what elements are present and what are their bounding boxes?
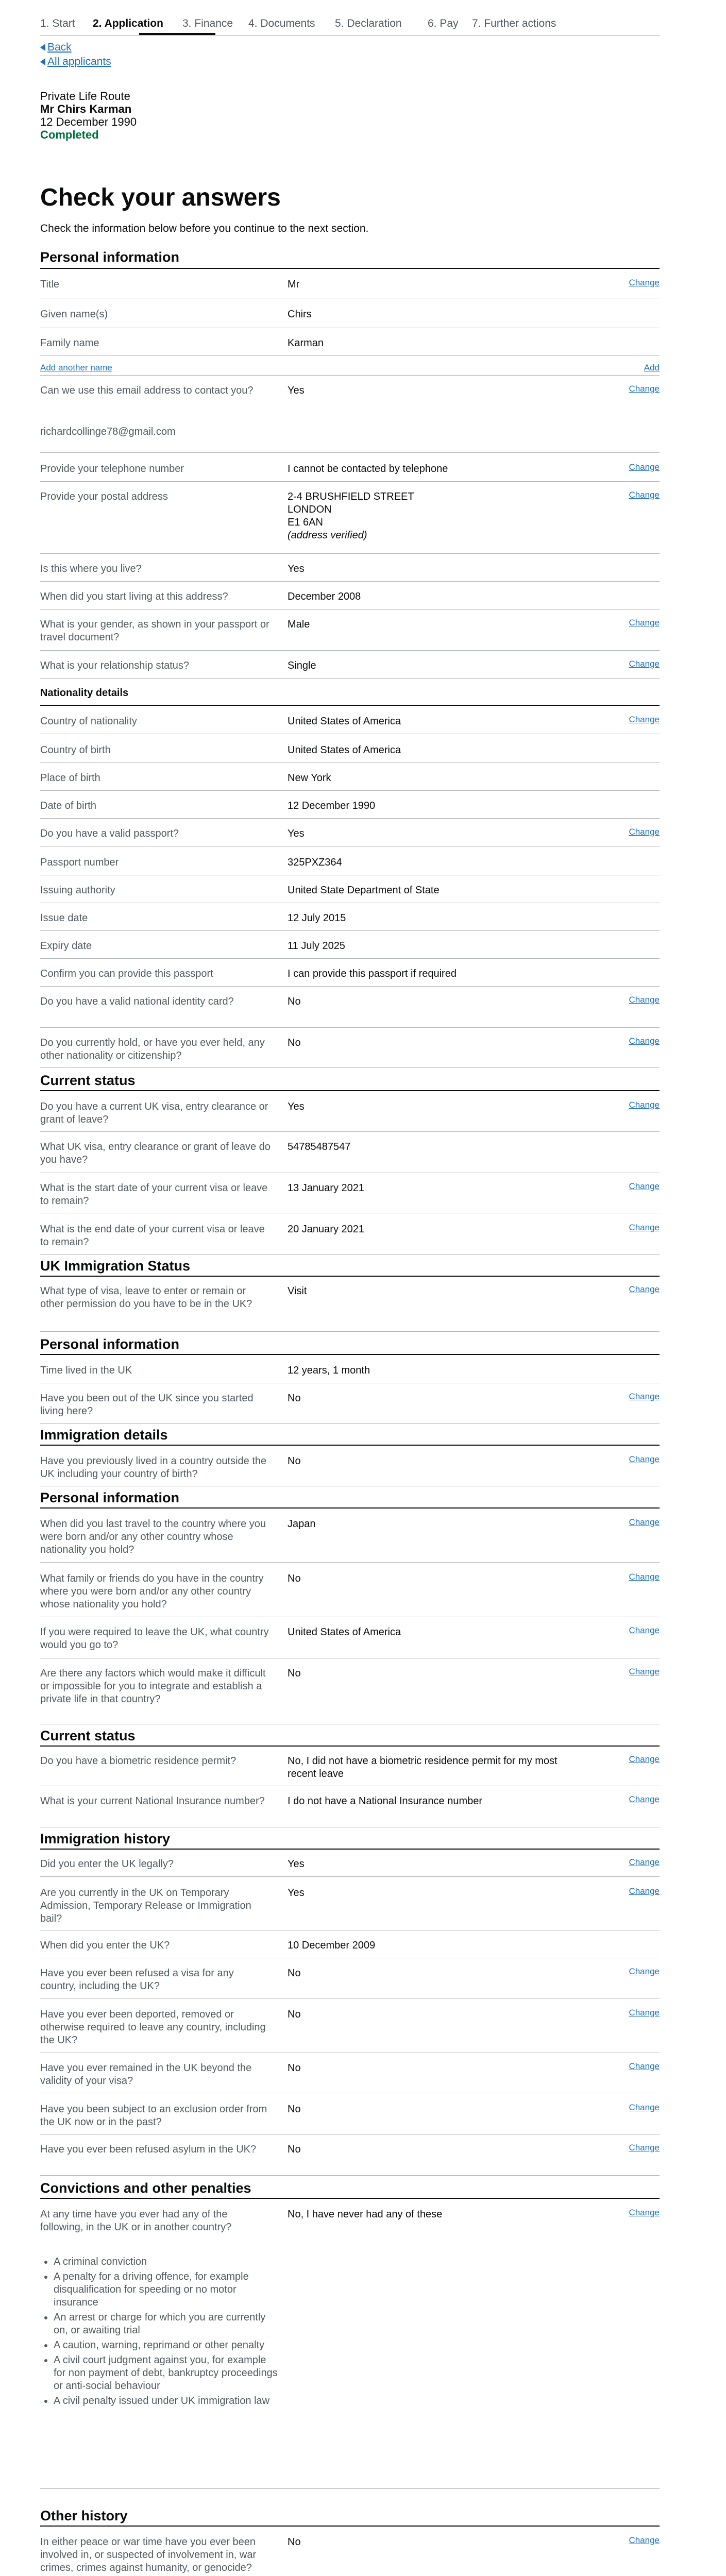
row-value: United States of America xyxy=(288,716,401,727)
divider xyxy=(40,1849,660,1850)
row-value: 12 years, 1 month xyxy=(288,1365,370,1376)
divider xyxy=(40,355,660,356)
row-key: Have you ever been refused asylum in the UK? xyxy=(40,2144,257,2155)
row-key: Family name xyxy=(40,337,99,349)
back-link[interactable]: Back xyxy=(40,41,72,54)
row-key: Do you currently hold, or have you ever held, any other nationality or citizenship? xyxy=(40,1037,265,1061)
row-value: I can provide this passport if required xyxy=(288,968,457,979)
row-key: Country of nationality xyxy=(40,716,137,727)
divider xyxy=(40,375,660,376)
row-value: Yes xyxy=(288,385,305,396)
row-key: Are you currently in the UK on Temporary Admission, Temporary Release or Immigration bail? xyxy=(40,1887,251,1924)
row-key: Have you ever remained in the UK beyond the validity of your visa? xyxy=(40,2062,252,2087)
change-link[interactable]: Change xyxy=(629,1794,660,1804)
change-link[interactable]: Change xyxy=(629,618,660,628)
add-link[interactable]: Add xyxy=(644,363,660,372)
row-value: 325PXZ364 xyxy=(288,857,342,868)
row-key: Place of birth xyxy=(40,772,100,784)
divider xyxy=(40,790,660,791)
divider xyxy=(40,581,660,582)
address-line: E1 6AN xyxy=(288,517,323,528)
row-value: United States of America xyxy=(288,1626,401,1638)
row-key: What UK visa, entry clearance or grant of leave do you have? xyxy=(40,1141,271,1165)
section-heading: UK Immigration Status xyxy=(40,1258,191,1274)
change-link[interactable]: Change xyxy=(629,1857,660,1867)
list-item: • A criminal conviction xyxy=(54,2256,280,2268)
section-heading: Personal information xyxy=(40,249,180,265)
row-value: 13 January 2021 xyxy=(288,1182,365,1194)
row-key: Do you have a valid passport? xyxy=(40,828,179,839)
row-value: No xyxy=(288,2009,301,2020)
row-key: At any time have you ever had any of the following, in the UK or in another country? xyxy=(40,2209,232,2233)
row-value: No xyxy=(288,2104,301,2115)
row-value: No xyxy=(288,1968,301,1979)
nav-step-start[interactable]: 1. Start xyxy=(40,18,75,29)
row-value: I cannot be contacted by telephone xyxy=(288,463,448,474)
applicant-name: Mr Chirs Karman xyxy=(40,103,132,115)
row-key: What is the start date of your current visa or leave to remain? xyxy=(40,1182,268,1207)
row-value: No, I have never had any of these xyxy=(288,2209,443,2220)
row-key: When did you start living at this address? xyxy=(40,591,228,602)
section-heading: Personal information xyxy=(40,1490,180,1505)
row-key: Title xyxy=(40,279,60,290)
row-value: Single xyxy=(288,660,316,671)
route-name: Private Life Route xyxy=(40,90,130,103)
email-address: richardcollinge78@gmail.com xyxy=(40,426,176,437)
address-line: 2-4 BRUSHFIELD STREET xyxy=(288,491,414,502)
subsection-heading: Nationality details xyxy=(40,687,129,699)
applicant-dob: 12 December 1990 xyxy=(40,115,137,128)
row-key: Can we use this email address to contact you? xyxy=(40,385,254,396)
section-heading: Immigration details xyxy=(40,1427,168,1443)
row-key: When did you enter the UK? xyxy=(40,1940,170,1951)
divider xyxy=(40,986,660,987)
nav-step-further-actions[interactable]: 7. Further actions xyxy=(472,18,556,29)
change-link[interactable]: Change xyxy=(629,384,660,394)
row-value: 11 July 2025 xyxy=(288,940,345,952)
divider xyxy=(40,553,660,554)
list-item: • A civil penalty issued under UK immigration law xyxy=(54,2395,280,2408)
divider xyxy=(40,678,660,679)
row-key: If you were required to leave the UK, what country would you go to? xyxy=(40,1626,269,1651)
change-link[interactable]: Change xyxy=(629,2061,660,2071)
divider xyxy=(40,481,660,482)
nav-divider xyxy=(40,35,660,36)
row-value: 12 December 1990 xyxy=(288,800,376,811)
row-value: 54785487547 xyxy=(288,1141,351,1153)
row-value: No xyxy=(288,996,301,1007)
row-key: What is your current National Insurance number? xyxy=(40,1795,265,1807)
divider xyxy=(40,2175,660,2176)
row-key: In either peace or war time have you ever been involved in, or suspected of involvement in, war crimes, crimes against humanity, or genocide? xyxy=(40,2536,257,2573)
change-link[interactable]: Change xyxy=(629,1667,660,1676)
change-link[interactable]: Change xyxy=(629,659,660,669)
change-link[interactable]: Change xyxy=(629,1454,660,1464)
row-value: United States of America xyxy=(288,744,401,756)
row-value: No xyxy=(288,2062,301,2074)
row-value: No xyxy=(288,1037,301,1048)
row-key: Do you have a valid national identity card? xyxy=(40,996,234,1007)
row-value: 10 December 2009 xyxy=(288,1940,376,1951)
divider xyxy=(40,762,660,763)
row-key: Are there any factors which would make it difficult or impossible for you to integrate and establish a private life in that country? xyxy=(40,1668,266,1705)
row-key: Confirm you can provide this passport xyxy=(40,968,213,979)
change-link[interactable]: Change xyxy=(629,2143,660,2153)
back-arrow-icon xyxy=(40,44,45,51)
row-key: Date of birth xyxy=(40,800,96,811)
row-value: No xyxy=(288,1455,301,1467)
divider xyxy=(40,1354,660,1355)
divider xyxy=(40,930,660,931)
row-value: Chirs xyxy=(288,309,312,320)
row-value: Yes xyxy=(288,563,305,574)
nav-step-pay[interactable]: 6. Pay xyxy=(428,18,459,29)
row-value: New York xyxy=(288,772,331,784)
change-link[interactable]: Change xyxy=(629,1392,660,1401)
change-link[interactable]: Change xyxy=(629,278,660,287)
convictions-list xyxy=(40,2256,280,2410)
row-key: Have you ever been refused a visa for any country, including the UK? xyxy=(40,1968,234,1992)
row-key: Have you been subject to an exclusion order from the UK now or in the past? xyxy=(40,2104,267,2128)
row-key: Provide your postal address xyxy=(40,491,168,502)
row-key: Issue date xyxy=(40,912,88,924)
change-link[interactable]: Change xyxy=(629,490,660,500)
divider xyxy=(40,1331,660,1332)
divider xyxy=(40,1067,660,1068)
add-another-name-link[interactable]: Add another name xyxy=(40,363,112,372)
row-value: Mr xyxy=(288,279,300,290)
divider xyxy=(40,2488,660,2489)
change-link[interactable]: Change xyxy=(629,715,660,724)
row-key: When did you last travel to the country where you were born and/or any other country whose nationality you hold? xyxy=(40,1518,266,1555)
row-key: Have you ever been deported, removed or otherwise required to leave any country, including the UK? xyxy=(40,2009,266,2046)
row-value xyxy=(288,490,586,542)
all-applicants-link[interactable]: All applicants xyxy=(40,56,111,68)
row-value: Male xyxy=(288,619,310,630)
back-arrow-icon xyxy=(40,58,45,65)
row-key: Time lived in the UK xyxy=(40,1365,132,1376)
change-link[interactable]: Change xyxy=(629,462,660,472)
divider xyxy=(40,1507,660,1509)
divider xyxy=(40,1131,660,1132)
change-link[interactable]: Change xyxy=(629,1284,660,1294)
row-key: Is this where you live? xyxy=(40,563,142,574)
list-item: • A caution, warning, reprimand or other penalty xyxy=(54,2339,280,2352)
change-link[interactable]: Change xyxy=(629,2208,660,2217)
nav-step-finance[interactable]: 3. Finance xyxy=(182,18,233,29)
nav-step-declaration[interactable]: 5. Declaration xyxy=(335,18,402,29)
address-verified: (address verified) xyxy=(288,530,367,541)
change-link[interactable]: Change xyxy=(629,995,660,1005)
row-key: Have you been out of the UK since you started living here? xyxy=(40,1393,254,1417)
divider xyxy=(40,1090,660,1091)
row-value: Japan xyxy=(288,1518,316,1530)
row-value: Yes xyxy=(288,1101,305,1112)
row-value: Yes xyxy=(288,828,305,839)
row-key: What is your gender, as shown in your passport or travel document? xyxy=(40,619,269,643)
change-link[interactable]: Change xyxy=(629,1754,660,1764)
row-value: No, I did not have a biometric residence permit for my most recent leave xyxy=(288,1755,558,1780)
row-value: December 2008 xyxy=(288,591,361,602)
row-key: What is your relationship status? xyxy=(40,660,190,671)
row-value: No xyxy=(288,2144,301,2155)
page-title: Check your answers xyxy=(40,184,281,211)
row-value: 20 January 2021 xyxy=(288,1224,365,1235)
change-link[interactable]: Change xyxy=(629,1100,660,1110)
row-value: Karman xyxy=(288,337,324,349)
change-link[interactable]: Change xyxy=(629,1181,660,1191)
nav-step-documents[interactable]: 4. Documents xyxy=(248,18,315,29)
row-key: Issuing authority xyxy=(40,885,115,896)
divider xyxy=(40,2526,660,2527)
section-heading: Current status xyxy=(40,1728,136,1743)
divider xyxy=(40,2198,660,2199)
change-link[interactable]: Change xyxy=(629,2008,660,2018)
progress-nav xyxy=(40,13,659,34)
divider xyxy=(40,650,660,651)
divider xyxy=(40,818,660,819)
divider xyxy=(40,1276,660,1277)
section-heading: Current status xyxy=(40,1073,136,1088)
divider xyxy=(40,1562,660,1563)
row-value: 12 July 2015 xyxy=(288,912,346,924)
section-heading: Convictions and other penalties xyxy=(40,2180,251,2196)
nav-step-application[interactable]: 2. Application xyxy=(93,18,163,29)
row-value: Visit xyxy=(288,1285,307,1297)
change-link[interactable]: Change xyxy=(629,827,660,837)
row-value: No xyxy=(288,1573,301,1584)
row-value: Yes xyxy=(288,1887,305,1899)
list-item: • A civil court judgment against you, for example for non payment of debt, bankruptcy proceedings or anti-social behaviour xyxy=(54,2354,280,2393)
change-link[interactable]: Change xyxy=(629,2535,660,2545)
list-item: • An arrest or charge for which you are currently on, or awaiting trial xyxy=(54,2311,280,2337)
row-value: I do not have a National Insurance number xyxy=(288,1795,483,1807)
section-heading: Other history xyxy=(40,2508,128,2523)
section-heading: Immigration history xyxy=(40,1831,171,1846)
row-key: Given name(s) xyxy=(40,309,108,320)
divider xyxy=(40,452,660,453)
change-link[interactable]: Change xyxy=(629,1223,660,1232)
row-value: No xyxy=(288,1393,301,1404)
row-key: Passport number xyxy=(40,857,119,868)
row-key: Have you previously lived in a country outside the UK including your country of birth? xyxy=(40,1455,267,1480)
row-key: Provide your telephone number xyxy=(40,463,184,474)
divider xyxy=(40,705,660,706)
row-key: Do you have a biometric residence permit? xyxy=(40,1755,237,1767)
divider xyxy=(40,958,660,959)
row-key: What type of visa, leave to enter or remain or other permission do you have to be in the UK? xyxy=(40,1285,252,1310)
row-value: No xyxy=(288,1668,301,1679)
row-key: What family or friends do you have in the country where you were born and/or any other country whose nationality you hold? xyxy=(40,1573,264,1610)
divider xyxy=(40,1254,660,1255)
row-key: Country of birth xyxy=(40,744,111,756)
divider xyxy=(40,1445,660,1446)
divider xyxy=(40,1876,660,1877)
divider xyxy=(40,268,660,269)
change-link[interactable]: Change xyxy=(629,2103,660,2112)
row-key: Expiry date xyxy=(40,940,92,952)
divider xyxy=(40,1027,660,1028)
row-value: No xyxy=(288,2536,301,2548)
change-link[interactable]: Change xyxy=(629,1967,660,1976)
change-link[interactable]: Change xyxy=(629,1036,660,1046)
section-heading: Personal information xyxy=(40,1336,180,1352)
change-link[interactable]: Change xyxy=(629,1517,660,1527)
row-value: United State Department of State xyxy=(288,885,440,896)
page-intro: Check the information below before you continue to the next section. xyxy=(40,223,369,234)
change-link[interactable]: Change xyxy=(629,1572,660,1582)
change-link[interactable]: Change xyxy=(629,1886,660,1896)
status-badge: Completed xyxy=(40,128,99,141)
address-line: LONDON xyxy=(288,504,332,515)
row-key: Do you have a current UK visa, entry clearance or grant of leave? xyxy=(40,1101,268,1125)
change-link[interactable]: Change xyxy=(629,1625,660,1635)
row-value: Yes xyxy=(288,1858,305,1870)
row-key: What is the end date of your current visa or leave to remain? xyxy=(40,1224,265,1248)
divider xyxy=(40,1745,660,1747)
list-item: • A penalty for a driving offence, for example disqualification for speeding or no motor insurance xyxy=(54,2270,280,2309)
row-key: Did you enter the UK legally? xyxy=(40,1858,174,1870)
